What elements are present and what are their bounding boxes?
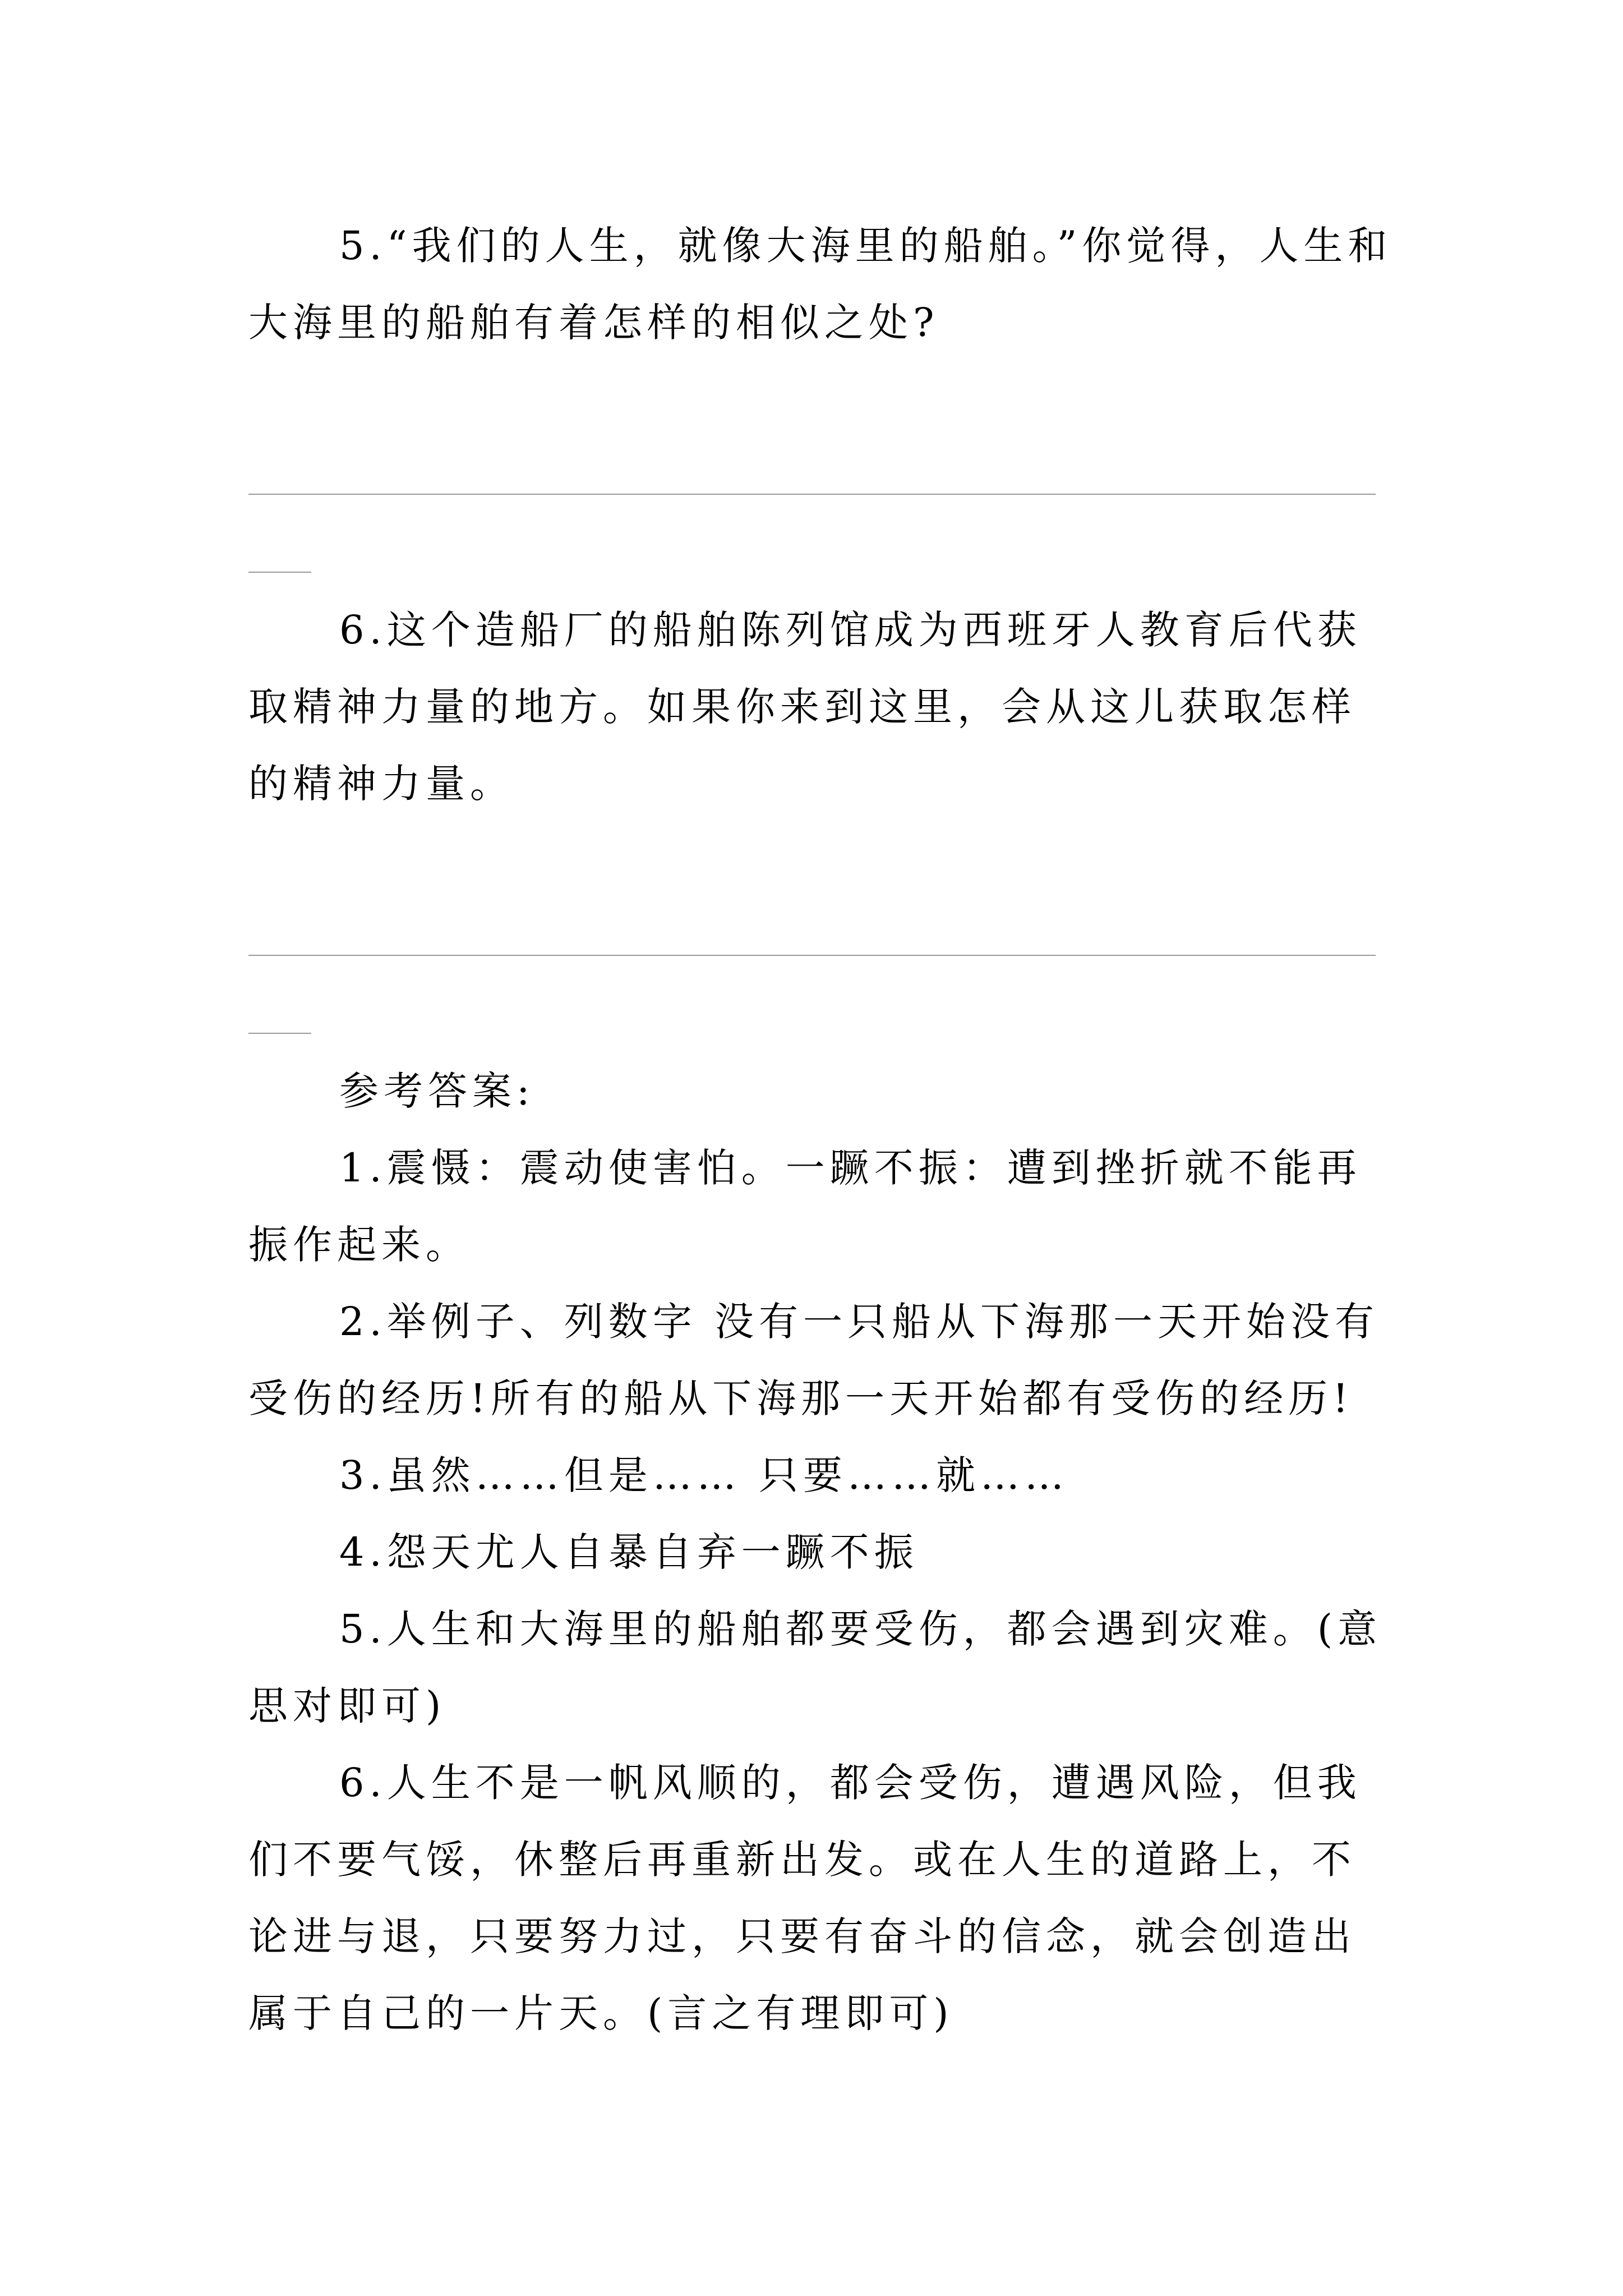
question-5: 5.“我们的人生，就像大海里的船舶。”你觉得，人生和大海里的船舶有着怎样的相似之处? (248, 223, 1393, 346)
answer-line-q5-tail[interactable] (248, 572, 311, 573)
answer-line-q5[interactable] (248, 494, 1376, 495)
answer-item-3: 3.虽然……但是…… 只要……就…… (339, 1452, 1069, 1498)
answers-heading: 参考答案: (339, 1068, 535, 1114)
question-6: 6.这个造船厂的船舶陈列馆成为西班牙人教育后代获取精神力量的地方。如果你来到这里，会从这儿获取怎样的精神力量。 (248, 607, 1362, 807)
answer-line-q6-tail[interactable] (248, 1033, 311, 1034)
answer-item-2: 2.举例子、列数字 没有一只船从下海那一天开始没有受伤的经历!所有的船从下海那一天开始都有受伤的经历! (248, 1299, 1380, 1421)
answer-item-5: 5.人生和大海里的船舶都要受伤，都会遇到灾难。(意思对即可) (248, 1606, 1382, 1729)
answer-item-6: 6.人生不是一帆风顺的，都会受伤，遭遇风险，但我们不要气馁，休整后再重新出发。或在人生的道路上，不论进与退，只要努力过，只要有奋斗的信念，就会创造出属于自己的一片天。(言之有理即可) (248, 1760, 1362, 2036)
answer-line-q6[interactable] (248, 955, 1376, 956)
answer-item-1: 1.震慑：震动使害怕。一蹶不振：遭到挫折就不能再振作起来。 (248, 1145, 1362, 1268)
answer-item-4: 4.怨天尤人自暴自弃一蹶不振 (339, 1529, 919, 1575)
